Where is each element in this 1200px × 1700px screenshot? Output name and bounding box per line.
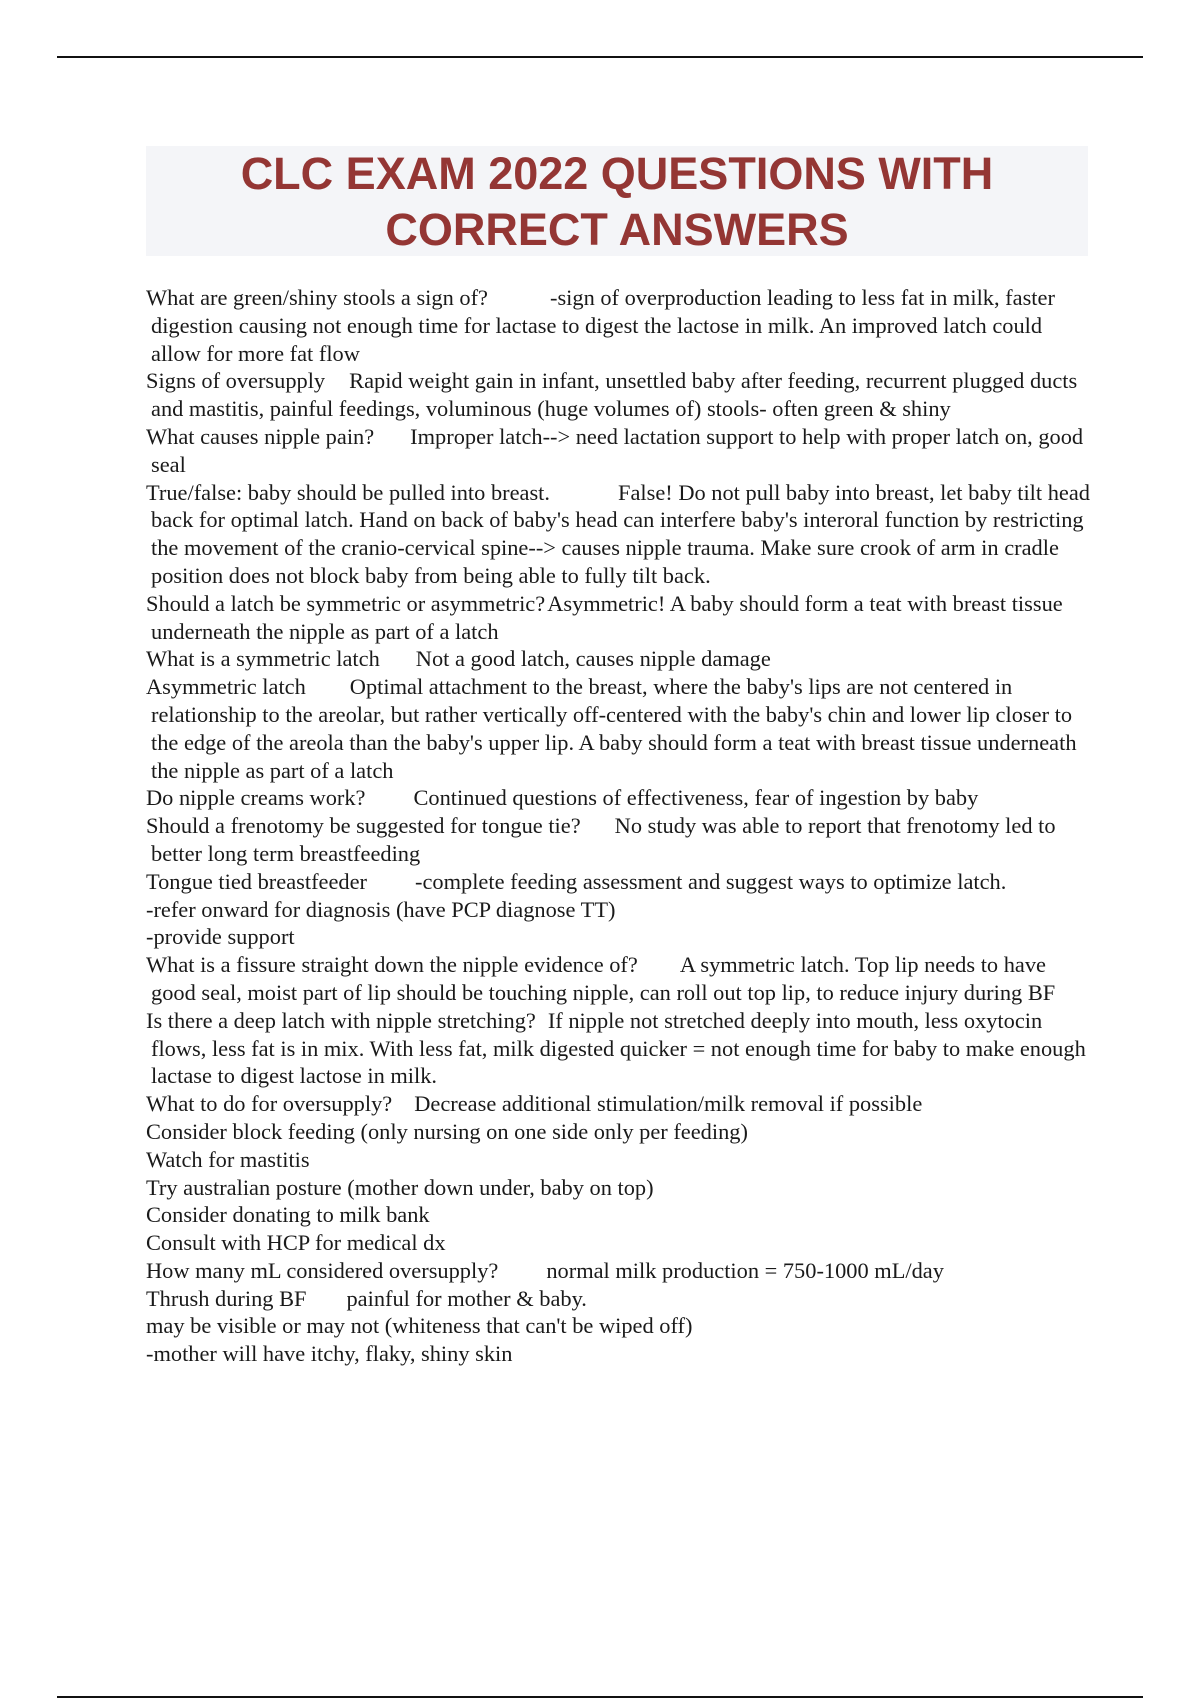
answer-line: Consult with HCP for medical dx — [146, 1230, 446, 1256]
qa-list — [146, 284, 1091, 1368]
qa-item — [146, 1257, 1091, 1285]
answer-text: If nipple not stretched deeply into mouth, less oxytocin flows, less fat is in mix. With less fat, milk digested quicker = not enough time for baby to make enough lactase to digest lactose in milk. — [151, 1007, 1086, 1089]
answer-line: Try australian posture (mother down under, baby on top) — [146, 1174, 654, 1200]
qa-item — [146, 423, 1091, 479]
question-text: Is there a deep latch with nipple stretching? — [146, 1007, 536, 1033]
question-text: Tongue tied breastfeeder — [146, 868, 367, 894]
document-title — [146, 146, 1088, 256]
answer-line: Consider block feeding (only nursing on one side only per feeding) — [146, 1118, 748, 1144]
answer-text: Continued questions of effectiveness, fear of ingestion by baby — [413, 785, 979, 811]
footer-rule — [57, 1696, 1143, 1698]
question-text: Do nipple creams work? — [146, 785, 366, 811]
qa-item — [146, 812, 1091, 868]
answer-line: -refer onward for diagnosis (have PCP diagnose TT) — [146, 896, 616, 922]
question-text: Should a frenotomy be suggested for tongue tie? — [146, 813, 581, 839]
answer-text: False! Do not pull baby into breast, let baby tilt head back for optimal latch. Hand on back of baby's head can interfere baby's interoral function by restricting the movement of the cranio-cervical spine--> causes nipple trauma. Make sure crook of arm in cradle position does not block baby from being able to fully tilt back. — [151, 479, 1090, 588]
question-text: Asymmetric latch — [146, 674, 306, 700]
qa-item — [146, 1090, 1091, 1257]
answer-text: painful for mother & baby. — [346, 1285, 587, 1311]
qa-item — [146, 868, 1091, 951]
qa-item — [146, 673, 1091, 784]
title-line-1: CLC EXAM 2022 QUESTIONS WITH — [240, 148, 994, 199]
question-text: Thrush during BF — [146, 1285, 307, 1311]
answer-line: -mother will have itchy, flaky, shiny skin — [146, 1341, 513, 1367]
answer-text: -complete feeding assessment and suggest ways to optimize latch. — [415, 868, 1007, 894]
qa-item — [146, 1007, 1091, 1090]
header-rule — [57, 56, 1143, 58]
qa-item — [146, 784, 1091, 812]
answer-text: normal milk production = 750-1000 mL/day — [546, 1257, 944, 1283]
question-text: What to do for oversupply? — [146, 1091, 393, 1117]
answer-line: Watch for mastitis — [146, 1146, 310, 1172]
qa-item — [146, 367, 1091, 423]
answer-line: Consider donating to milk bank — [146, 1202, 430, 1228]
question-text: What are green/shiny stools a sign of? — [146, 285, 488, 310]
qa-item — [146, 1285, 1091, 1368]
answer-line: may be visible or may not (whiteness that can't be wiped off) — [146, 1313, 693, 1339]
answer-text: A symmetric latch. Top lip needs to have good seal, moist part of lip should be touching nipple, can roll out top lip, to reduce injury during BF — [151, 952, 1056, 1005]
question-text: Should a latch be symmetric or asymmetric? — [146, 590, 546, 616]
title-line-2: CORRECT ANSWERS — [385, 204, 849, 255]
question-text: What causes nipple pain? — [146, 423, 375, 449]
answer-text: -sign of overproduction leading to less fat in milk, faster digestion causing not enough time for lactase to digest the lactose in milk. An improved latch could allow for more fat flow — [151, 285, 1055, 366]
answer-text: Asymmetric! A baby should form a teat with breast tissue underneath the nipple as part of a latch — [151, 590, 1063, 644]
question-text: True/false: baby should be pulled into breast. — [146, 479, 551, 505]
question-text: Signs of oversupply — [146, 368, 326, 394]
answer-text: Not a good latch, causes nipple damage — [415, 646, 771, 672]
answer-text: No study was able to report that frenotomy led to better long term breastfeeding — [151, 813, 1056, 866]
qa-item — [146, 951, 1091, 1007]
qa-item — [146, 479, 1091, 590]
question-text: How many mL considered oversupply? — [146, 1257, 499, 1283]
qa-item — [146, 284, 1091, 367]
question-text: What is a fissure straight down the nipple evidence of? — [146, 952, 638, 978]
answer-text: Rapid weight gain in infant, unsettled baby after feeding, recurrent plugged ducts and mastitis, painful feedings, voluminous (huge volumes of) stools- often green & shiny — [151, 368, 1078, 422]
answer-text: Optimal attachment to the breast, where the baby's lips are not centered in relationship to the areolar, but rather vertically off-centered with the baby's chin and lower lip closer to the edge of the areola than the baby's upper lip. A baby should form a teat with breast tissue underneath the nipple as part of a latch — [151, 674, 1077, 783]
qa-item — [146, 590, 1091, 646]
qa-item — [146, 645, 1091, 673]
answer-text: Improper latch--> need lactation support to help with proper latch on, good seal — [151, 423, 1084, 477]
answer-line: -provide support — [146, 924, 295, 950]
question-text: What is a symmetric latch — [146, 646, 380, 672]
answer-text: Decrease additional stimulation/milk removal if possible — [414, 1091, 923, 1117]
